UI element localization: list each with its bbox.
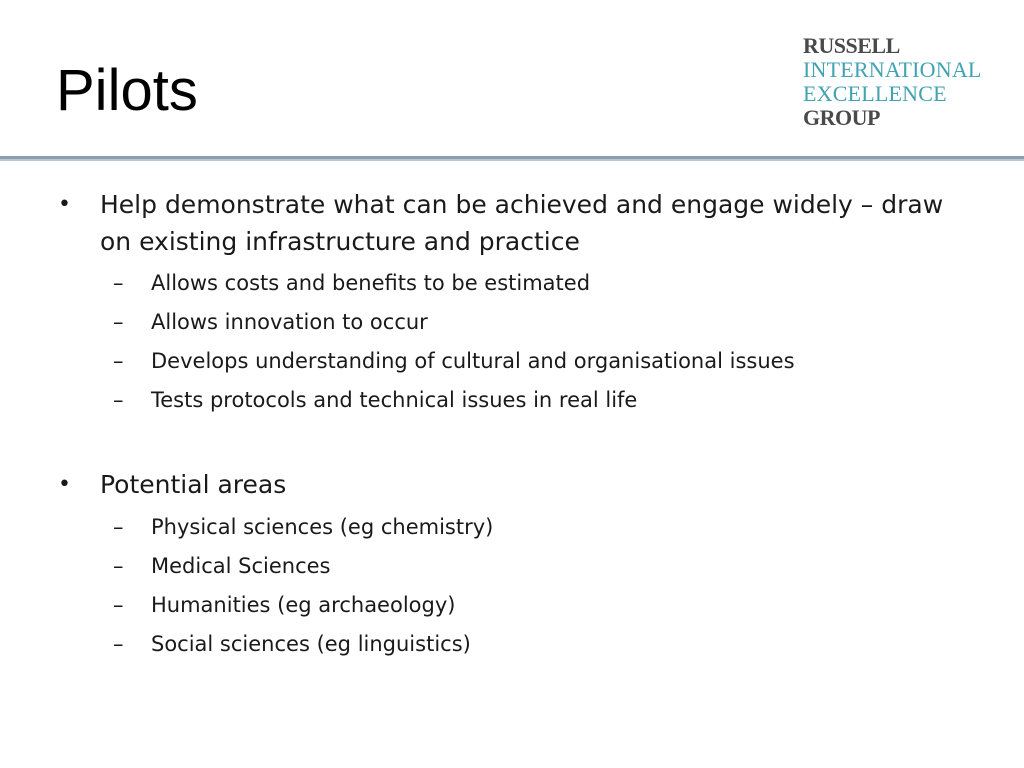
sub-bullet-item [113, 348, 971, 374]
bullet-icon: • [58, 472, 71, 497]
dash-icon: – [113, 515, 124, 539]
sub-bullet-text: Medical Sciences [151, 554, 331, 578]
logo-line-1: RUSSELL [803, 33, 900, 58]
bullet-item [58, 466, 980, 503]
sub-bullet-text: Humanities (eg archaeology) [151, 593, 456, 617]
bullet-icon: • [58, 192, 71, 217]
russell-group-logo [803, 34, 982, 130]
sub-bullet-text: Allows innovation to occur [151, 310, 428, 334]
dash-icon: – [113, 388, 124, 412]
dash-icon: – [113, 310, 124, 334]
dash-icon: – [113, 349, 124, 373]
bullet-text: Potential areas [100, 470, 287, 499]
logo-line-3: EXCELLENCE [803, 81, 947, 106]
sub-bullet-text: Physical sciences (eg chemistry) [151, 515, 494, 539]
dash-icon: – [113, 554, 124, 578]
bullet-item [58, 186, 980, 260]
dash-icon: – [113, 632, 124, 656]
logo-line-4: GROUP [803, 105, 880, 130]
sub-bullet-item [113, 592, 971, 618]
bullet-text: Help demonstrate what can be achieved and engage widely – draw on existing infrastructure and practice [100, 190, 944, 256]
sub-bullet-item [113, 270, 971, 296]
slide-title: Pilots [56, 58, 198, 123]
dash-icon: – [113, 271, 124, 295]
title-divider [0, 156, 1024, 161]
sub-bullet-text: Tests protocols and technical issues in real life [151, 388, 638, 412]
sub-bullet-text: Allows costs and benefits to be estimated [151, 271, 591, 295]
sub-bullet-text: Develops understanding of cultural and organisational issues [151, 349, 795, 373]
sub-bullet-item [113, 514, 971, 540]
logo-line-2: INTERNATIONAL [803, 57, 982, 82]
sub-bullet-item [113, 553, 971, 579]
sub-bullet-item [113, 631, 971, 657]
dash-icon: – [113, 593, 124, 617]
sub-bullet-item [113, 309, 971, 335]
sub-bullet-item [113, 387, 971, 413]
sub-bullet-text: Social sciences (eg linguistics) [151, 632, 471, 656]
